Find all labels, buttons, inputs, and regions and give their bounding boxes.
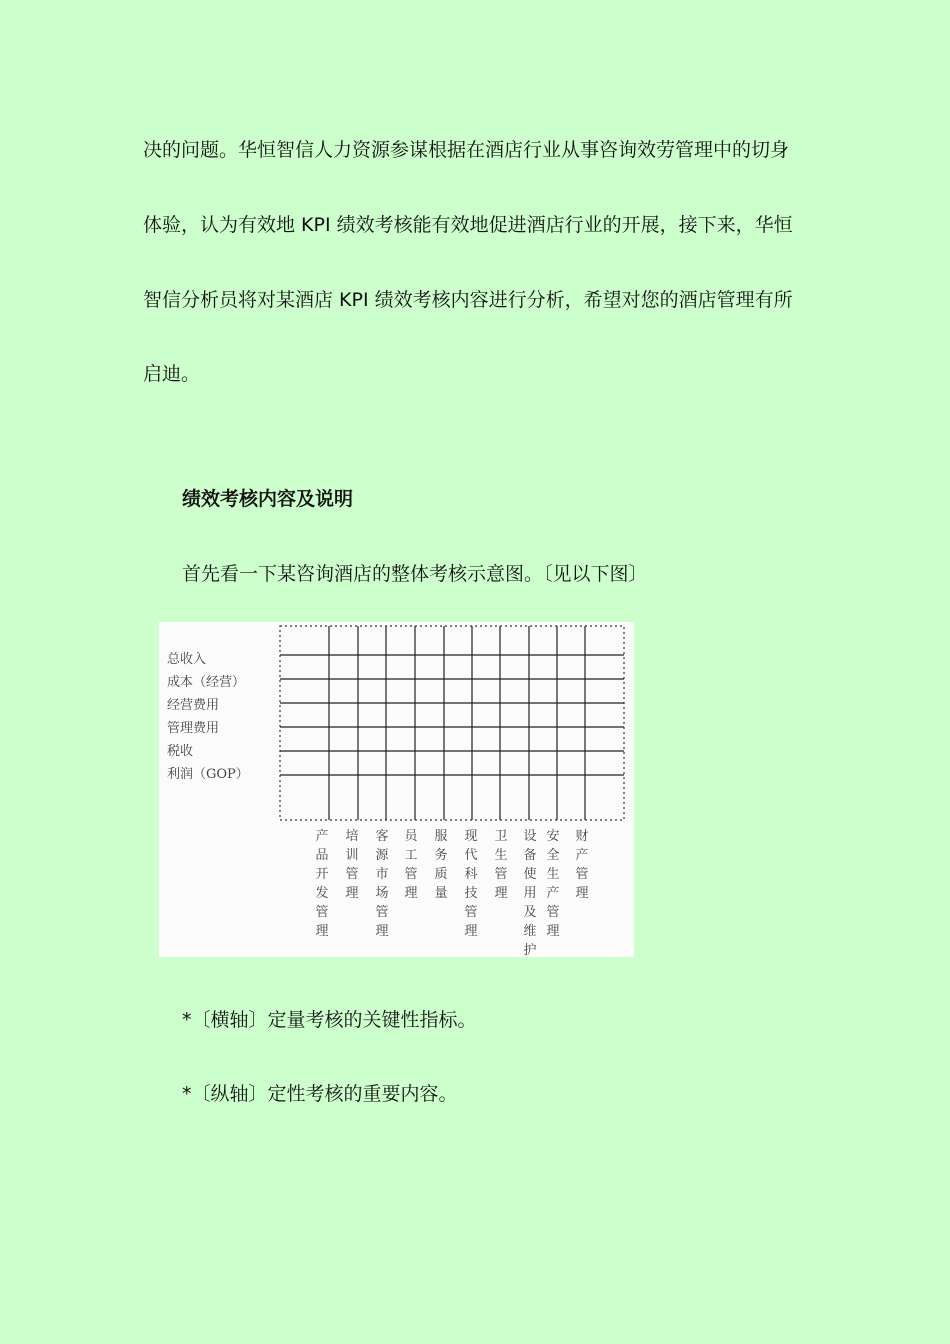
paragraph-line: 智信分析员将对某酒店 KPI 绩效考核内容进行分析，希望对您的酒店管理有所 <box>143 289 793 311</box>
column-label-char: 管 <box>375 905 389 920</box>
column-label-char: 务 <box>434 848 448 863</box>
column-label-char: 量 <box>434 886 448 901</box>
column-label-char: 管 <box>546 905 560 920</box>
row-label: 成本（经营） <box>167 675 246 690</box>
column-label-char: 科 <box>464 867 478 882</box>
column-label-char: 管 <box>315 905 329 920</box>
column-label-char: 产 <box>575 848 589 863</box>
column-label-char: 技 <box>464 886 478 901</box>
column-label-char: 使 <box>523 867 537 882</box>
column-label-char: 及 <box>523 905 537 920</box>
column-label-char: 训 <box>345 848 359 863</box>
column-label-char: 备 <box>523 848 537 863</box>
column-label-char: 理 <box>375 924 389 939</box>
column-label-char: 产 <box>546 886 560 901</box>
column-label-char: 管 <box>575 867 589 882</box>
column-label-char: 财 <box>575 829 589 844</box>
column-label-char: 护 <box>523 943 537 957</box>
column-label-char: 全 <box>546 848 560 863</box>
column-label-char: 培 <box>345 829 359 844</box>
column-label-char: 设 <box>523 829 537 844</box>
column-label-char: 理 <box>546 924 560 939</box>
column-label-char: 理 <box>494 886 508 901</box>
section-heading: 绩效考核内容及说明 <box>182 488 354 510</box>
column-label-char: 品 <box>315 848 329 863</box>
column-label-char: 管 <box>404 867 418 882</box>
column-label-char: 安 <box>546 829 560 844</box>
column-label-char: 市 <box>375 867 389 882</box>
column-label-char: 用 <box>523 886 537 901</box>
row-label: 总收入 <box>167 652 207 667</box>
column-label-char: 维 <box>523 924 537 939</box>
row-label: 税收 <box>167 744 194 759</box>
column-label-char: 工 <box>404 848 418 863</box>
column-label-char: 生 <box>546 867 560 882</box>
column-label-char: 理 <box>315 924 329 939</box>
column-label-char: 员 <box>404 829 418 844</box>
column-label-char: 产 <box>315 829 329 844</box>
column-label-char: 开 <box>315 867 329 882</box>
column-label-char: 卫 <box>494 829 508 844</box>
column-label-char: 客 <box>375 829 389 844</box>
paragraph-line: 决的问题。华恒智信人力资源参谋根据在酒店行业从事咨询效劳管理中的切身 <box>143 139 790 161</box>
column-label-char: 管 <box>464 905 478 920</box>
paragraph-line: 体验，认为有效地 KPI 绩效考核能有效地促进酒店行业的开展，接下来，华恒 <box>143 214 793 236</box>
column-label-char: 生 <box>494 848 508 863</box>
column-label-char: 管 <box>494 867 508 882</box>
column-label-char: 理 <box>345 886 359 901</box>
row-label: 经营费用 <box>167 698 220 713</box>
column-label-char: 理 <box>575 886 589 901</box>
assessment-diagram <box>159 622 634 957</box>
column-label-char: 理 <box>404 886 418 901</box>
paragraph-line: 启迪。 <box>143 363 201 385</box>
row-label: 管理费用 <box>167 721 220 736</box>
column-label-char: 服 <box>434 829 448 844</box>
section-intro: 首先看一下某咨询酒店的整体考核示意图。〔见以下图〕 <box>182 563 648 585</box>
column-label-char: 管 <box>345 867 359 882</box>
column-label-char: 理 <box>464 924 478 939</box>
note-horizontal-axis: *〔横轴〕定量考核的关键性指标。 <box>182 1009 477 1031</box>
note-vertical-axis: *〔纵轴〕定性考核的重要内容。 <box>182 1083 458 1105</box>
column-label-char: 发 <box>315 886 329 901</box>
row-label: 利润（GOP） <box>167 767 249 782</box>
assessment-grid-svg <box>159 622 634 957</box>
column-label-char: 场 <box>375 886 389 901</box>
column-label-char: 源 <box>375 848 389 863</box>
column-label-char: 代 <box>464 848 478 863</box>
column-label-char: 质 <box>434 867 448 882</box>
column-label-char: 现 <box>464 829 478 844</box>
